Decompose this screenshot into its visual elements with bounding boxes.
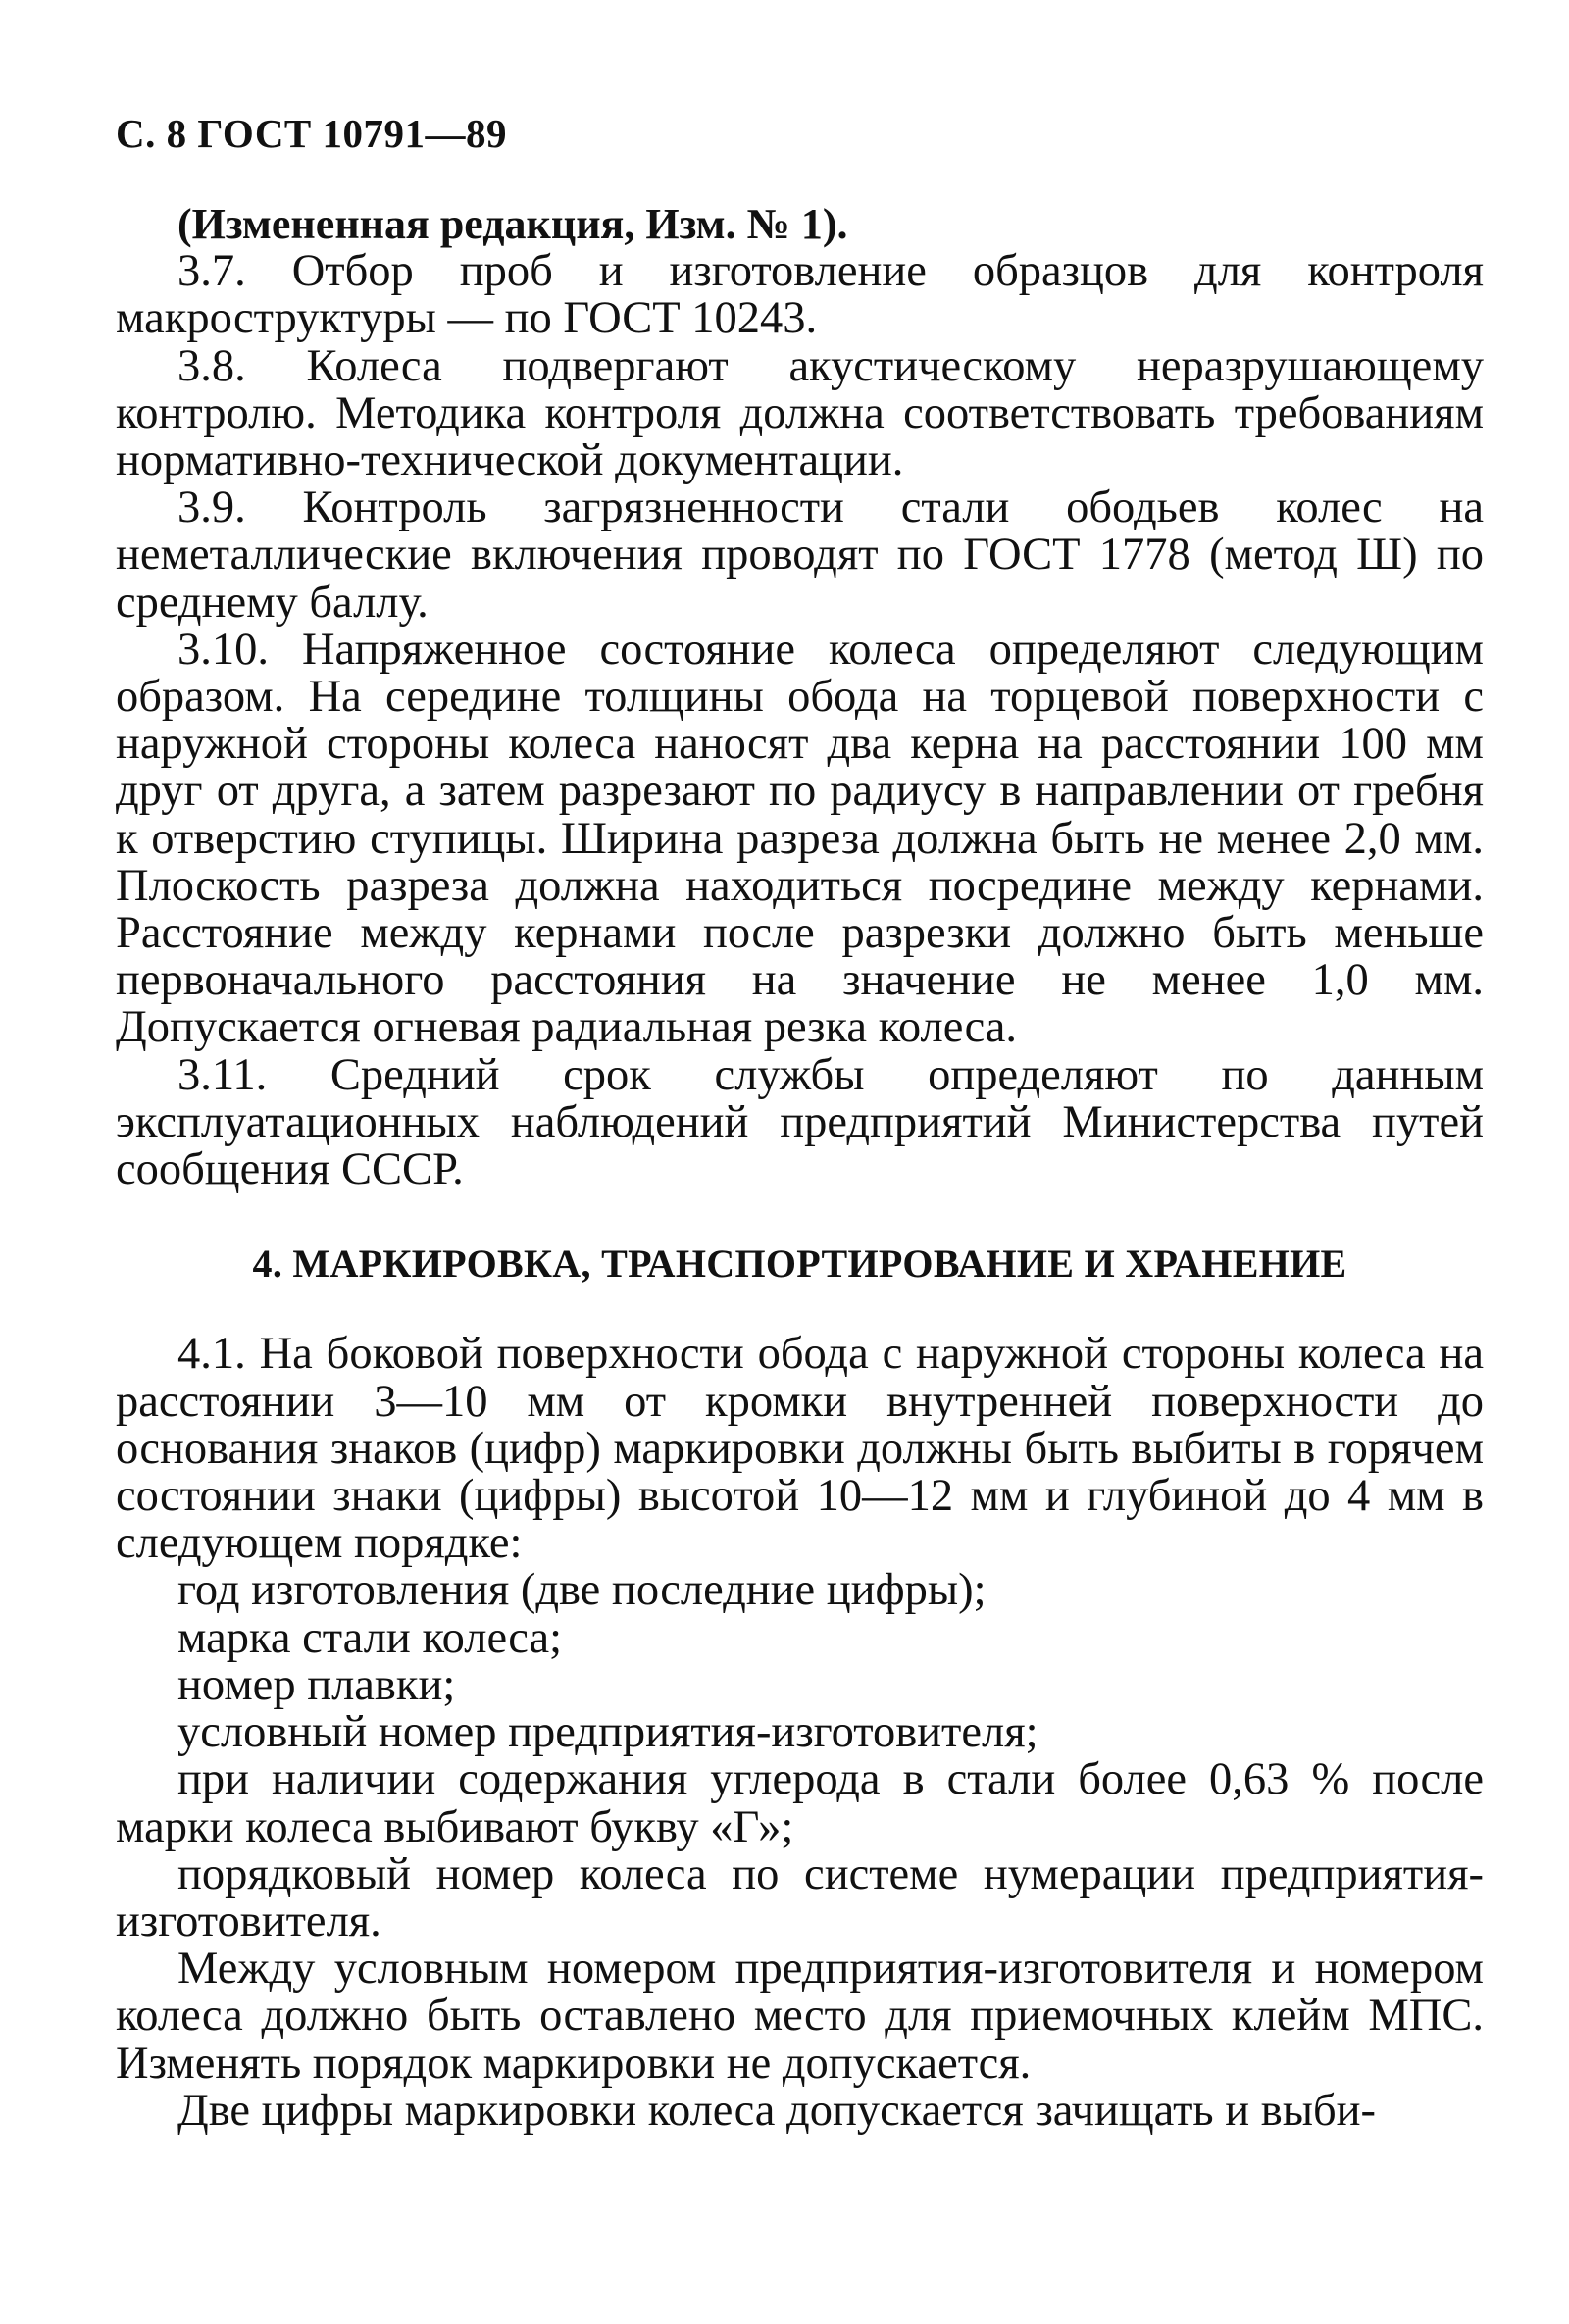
- paragraph-stamp-space: Между условным номером предприятия-изготовителя и номером колеса должно быть оставлено место для приемочных клейм МПС. Изменять порядок маркировки не допускается.: [116, 1944, 1484, 2089]
- marking-list-item: порядковый номер колеса по системе нумерации предприятия-изготовителя.: [116, 1848, 1484, 1946]
- paragraph-4-1: 4.1. На боковой поверхности обода с наружной стороны колеса на расстоянии 3—10 мм от кромки внутренней поверхности до основания знаков (цифр) маркировки должны быть выбиты в горячем состоянии знаки (цифры) высотой 10—12 мм и глубиной до 4 мм в следующем порядке:: [116, 1329, 1484, 1569]
- paragraph-3-10: 3.10. Напряженное состояние колеса определяют следующим образом. На середине толщины обода на торцевой поверхности с наружной стороны колеса наносят два керна на расстоянии 100 мм друг от друга, а затем разрезают по радиусу в направлении от гребня к отверстию ступицы. Ширина разреза должна быть не менее 2,0 мм. Плоскость разреза должна находиться посредине между кернами. Расстояние между кернами после разрезки должно быть меньше первоначального расстояния на значение не менее 1,0 мм. Допускается огневая радиальная резка колеса.: [116, 624, 1484, 1053]
- document-body: [116, 201, 1484, 2135]
- amendment-note: (Измененная редакция, Изм. № 1).: [177, 200, 848, 248]
- paragraph-3-11: 3.11. Средний срок службы определяют по данным эксплуатационных наблюдений предприятий Министерства путей сообщения СССР.: [116, 1049, 1484, 1195]
- marking-list-item: год изготовления (две последние цифры);: [177, 1565, 987, 1616]
- marking-list-item: при наличии содержания углерода в стали более 0,63 % после марки колеса выбивают букву «Г»;: [116, 1754, 1484, 1852]
- page-header: С. 8 ГОСТ 10791—89: [116, 111, 508, 156]
- marking-list-item: марка стали колеса;: [177, 1612, 563, 1663]
- paragraph-3-9: 3.9. Контроль загрязненности стали ободьев колес на неметаллические включения проводят по ГОСТ 1778 (метод Ш) по среднему баллу.: [116, 482, 1484, 628]
- section-heading: 4. МАРКИРОВКА, ТРАНСПОРТИРОВАНИЕ И ХРАНЕНИЕ: [252, 1241, 1347, 1287]
- paragraph-3-8: 3.8. Колеса подвергают акустическому неразрушающему контролю. Методика контроля должна соответствовать требованиям нормативно-технической документации.: [116, 340, 1484, 486]
- paragraph-3-7: 3.7. Отбор проб и изготовление образцов для контроля макроструктуры — по ГОСТ 10243.: [116, 246, 1484, 344]
- marking-list-item: условный номер предприятия-изготовителя;: [177, 1707, 1038, 1758]
- marking-list-item: номер плавки;: [177, 1659, 456, 1710]
- paragraph-last: Две цифры маркировки колеса допускается зачищать и выби-: [177, 2085, 1376, 2136]
